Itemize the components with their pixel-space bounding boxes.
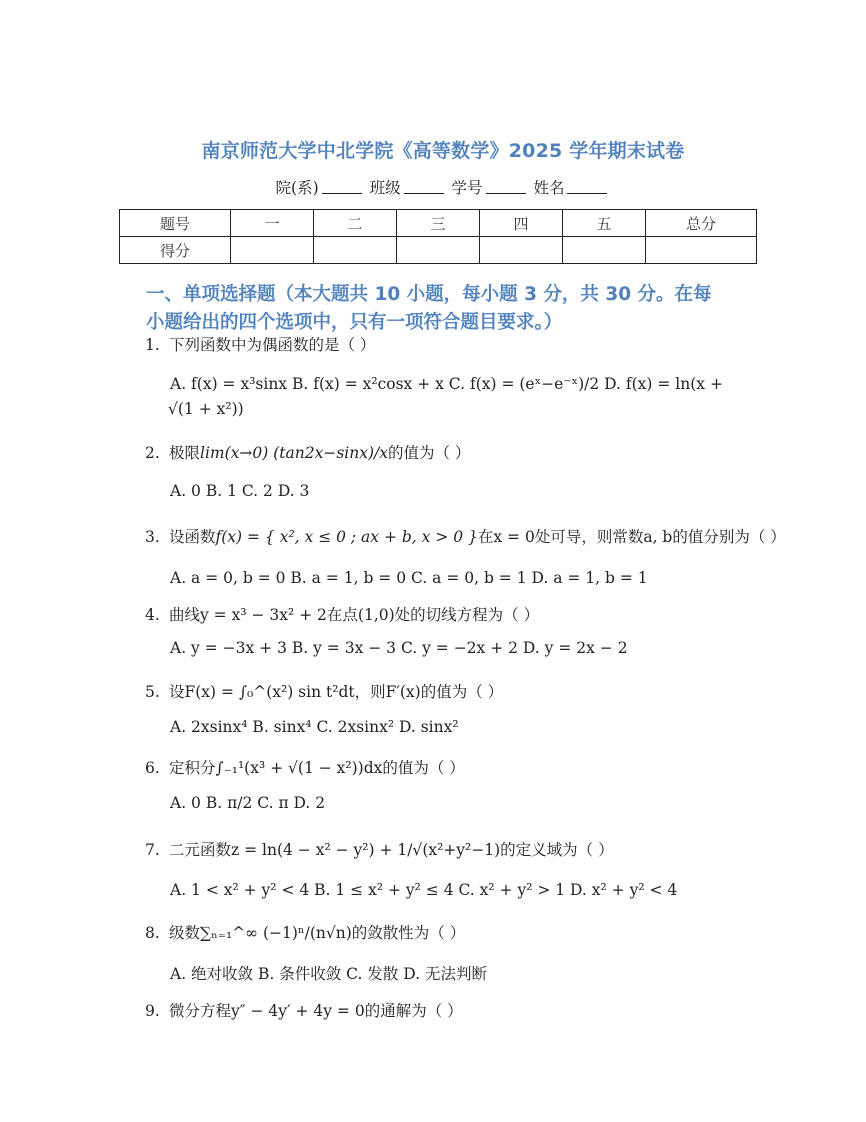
question-stem-suffix: 在x = 0处可导，则常数a, b的值分别为（ ） xyxy=(477,528,786,546)
section-1-heading-line2: 小题给出的四个选项中，只有一项符合题目要求。） xyxy=(146,312,563,333)
question-9 xyxy=(145,999,463,1021)
student-info-line xyxy=(0,176,866,198)
question-1-options-line2: √(1 + x²)) xyxy=(168,400,244,418)
question-stem: 下列函数中为偶函数的是（ ） xyxy=(169,336,376,354)
question-formula: f(x) = { x², x ≤ 0 ; ax + b, x > 0 } xyxy=(215,528,478,546)
header-cell: 二 xyxy=(314,210,397,237)
section-1-heading xyxy=(146,281,736,337)
field-class-blank[interactable] xyxy=(404,179,444,194)
score-table xyxy=(119,209,757,264)
question-3 xyxy=(145,525,786,547)
field-department-label: 院(系) xyxy=(275,179,319,197)
score-cell[interactable] xyxy=(397,237,480,264)
question-stem: 曲线y = x³ − 3x² + 2在点(1,0)处的切线方程为（ ） xyxy=(169,606,540,624)
header-cell: 题号 xyxy=(120,210,231,237)
header-cell: 四 xyxy=(480,210,563,237)
question-stem: 定积分∫₋₁¹(x³ + √(1 − x²))dx的值为（ ） xyxy=(169,759,465,777)
question-6 xyxy=(145,756,465,778)
row-label-cell: 得分 xyxy=(120,237,231,264)
question-stem: 二元函数z = ln(4 − x² − y²) + 1/√(x²+y²−1)的定义域为（ ） xyxy=(169,841,614,859)
question-stem-prefix: 设函数 xyxy=(169,528,216,546)
question-7-options: A. 1 < x² + y² < 4 B. 1 ≤ x² + y² ≤ 4 C. x² + y² > 1 D. x² + y² < 4 xyxy=(170,881,678,899)
question-number: 3. xyxy=(145,528,160,546)
question-number: 1. xyxy=(145,336,160,354)
header-cell: 三 xyxy=(397,210,480,237)
field-student-id-label: 学号 xyxy=(451,179,483,197)
question-number: 8. xyxy=(145,924,160,942)
score-cell[interactable] xyxy=(480,237,563,264)
question-4-options: A. y = −3x + 3 B. y = 3x − 3 C. y = −2x + 2 D. y = 2x − 2 xyxy=(170,639,628,657)
question-formula: lim(x→0) (tan2x−sinx)/x xyxy=(200,444,388,462)
score-table-header-row xyxy=(120,210,757,237)
field-name-blank[interactable] xyxy=(567,179,607,194)
field-department-blank[interactable] xyxy=(322,179,362,194)
question-number: 6. xyxy=(145,759,160,777)
question-6-options: A. 0 B. π/2 C. π D. 2 xyxy=(170,794,326,812)
question-2 xyxy=(145,441,470,463)
question-2-options: A. 0 B. 1 C. 2 D. 3 xyxy=(170,482,310,500)
header-cell: 五 xyxy=(563,210,646,237)
question-3-options: A. a = 0, b = 0 B. a = 1, b = 0 C. a = 0, b = 1 D. a = 1, b = 1 xyxy=(170,569,648,587)
question-number: 9. xyxy=(145,1002,160,1020)
question-stem: 级数∑ₙ₌₁^∞ (−1)ⁿ/(n√n)的敛散性为（ ） xyxy=(169,924,466,942)
score-table-score-row xyxy=(120,237,757,264)
question-5-options: A. 2xsinx⁴ B. sinx⁴ C. 2xsinx² D. sinx² xyxy=(170,718,459,736)
header-cell: 总分 xyxy=(646,210,757,237)
question-stem: 设F(x) = ∫₀^(x²) sin t²dt，则F′(x)的值为（ ） xyxy=(169,683,504,701)
header-cell: 一 xyxy=(231,210,314,237)
question-stem: 微分方程y″ − 4y′ + 4y = 0的通解为（ ） xyxy=(169,1002,463,1020)
exam-title: 南京师范大学中北学院《高等数学》2025 学年期末试卷 xyxy=(201,140,685,162)
score-cell[interactable] xyxy=(231,237,314,264)
question-1-options-line1: A. f(x) = x³sinx B. f(x) = x²cosx + x C. f(x) = (eˣ−e⁻ˣ)/2 D. f(x) = ln(x + xyxy=(170,375,723,393)
question-number: 7. xyxy=(145,841,160,859)
question-number: 2. xyxy=(145,444,160,462)
question-8 xyxy=(145,921,465,943)
question-number: 5. xyxy=(145,683,160,701)
section-1-heading-line1: 一、单项选择题（本大题共 10 小题，每小题 3 分，共 30 分。在每 xyxy=(146,284,712,305)
question-stem-suffix: 的值为（ ） xyxy=(387,444,471,462)
score-cell[interactable] xyxy=(314,237,397,264)
question-4 xyxy=(145,603,539,625)
field-name-label: 姓名 xyxy=(533,179,565,197)
score-cell[interactable] xyxy=(646,237,757,264)
field-class-label: 班级 xyxy=(369,179,401,197)
question-5 xyxy=(145,680,503,702)
question-8-options: A. 绝对收敛 B. 条件收敛 C. 发散 D. 无法判断 xyxy=(170,965,487,983)
question-number: 4. xyxy=(145,606,160,624)
question-7 xyxy=(145,838,614,860)
score-cell[interactable] xyxy=(563,237,646,264)
question-stem-prefix: 极限 xyxy=(169,444,201,462)
field-student-id-blank[interactable] xyxy=(486,179,526,194)
question-1 xyxy=(145,333,375,355)
